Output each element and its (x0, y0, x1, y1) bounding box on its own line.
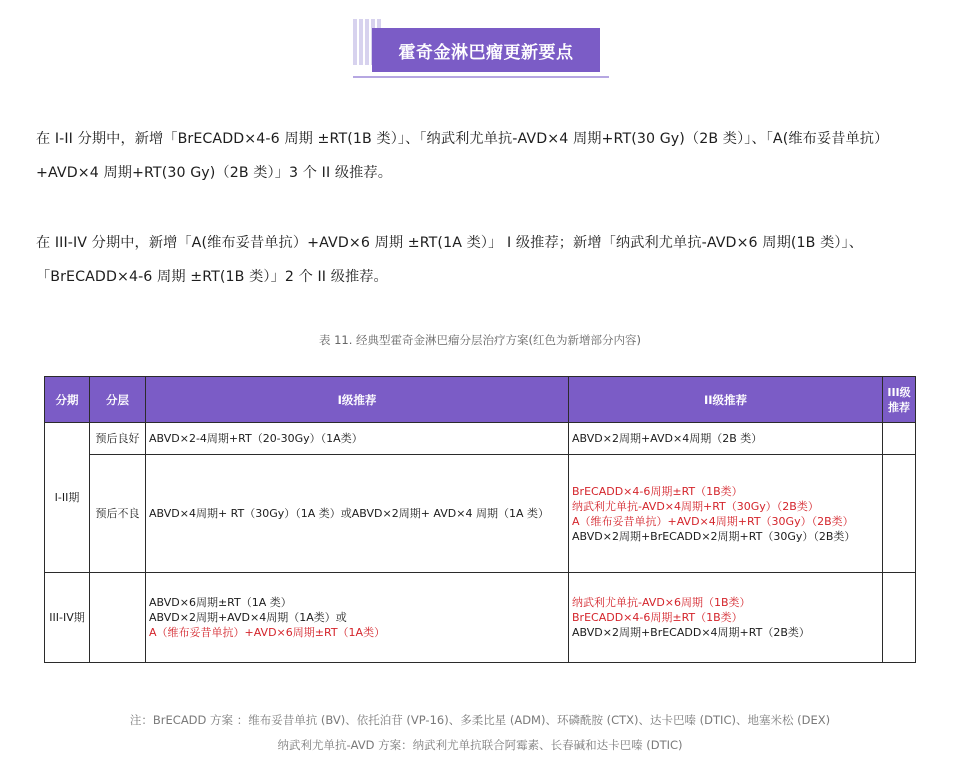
section-header (353, 19, 609, 79)
level-1-cell (146, 455, 569, 573)
treatment-line-new: BrECADD×4-6周期±RT（1B类） (572, 611, 743, 624)
layer-cell: 预后不良 (90, 455, 146, 573)
treatment-line: ABVD×2周期+BrECADD×4周期+RT（2B类） (572, 626, 810, 639)
treatment-line: ABVD×2-4周期+RT（20-30Gy）（1A类） (149, 432, 363, 445)
layer-cell (90, 573, 146, 663)
treatment-line-new: 纳武利尤单抗-AVD×6周期（1B类） (572, 596, 751, 609)
header-layer: 分层 (90, 377, 146, 423)
page-title: 霍奇金淋巴瘤更新要点 (372, 28, 600, 72)
level-1-cell (146, 573, 569, 663)
table-row (45, 455, 916, 573)
paragraph-stage-3-4: 在 III-IV 分期中，新增「A(维布妥昔单抗）+AVD×6 周期 ±RT(1A 类）」 I 级推荐；新增「纳武利尤单抗-AVD×6 周期(1B 类）」、「BrECADD×4-6 周期 ±RT(1B 类）」2 个 II 级推荐。 (36, 235, 864, 285)
header-stage: 分期 (45, 377, 90, 423)
header-level-1: I级推荐 (146, 377, 569, 423)
treatment-line-new: 纳武利尤单抗-AVD×4周期+RT（30Gy）（2B类） (572, 499, 819, 513)
level-3-cell (883, 573, 916, 663)
layer-cell: 预后良好 (90, 423, 146, 455)
level-1-cell (146, 423, 569, 455)
stage-cell: I-II期 (45, 423, 90, 573)
treatment-line: ABVD×2周期+AVD×4周期（2B 类） (572, 432, 763, 445)
level-2-cell (569, 455, 883, 573)
footnote-nivolumab-avd: 纳武利尤单抗-AVD 方案：纳武利尤单抗联合阿霉素、长春碱和达卡巴嗪 (DTIC) (277, 738, 683, 752)
treatment-line-new: BrECADD×4-6周期±RT（1B类） (572, 484, 743, 498)
treatment-line: ABVD×4周期+ RT（30Gy）（1A 类）或ABVD×2周期+ AVD×4 周期（1A 类） (149, 507, 549, 520)
level-2-cell (569, 573, 883, 663)
paragraph-stage-1-2: 在 I-II 分期中，新增「BrECADD×4-6 周期 ±RT(1B 类）」、「纳武利尤单抗-AVD×4 周期+RT(30 Gy)（2B 类）」、「A(维布妥昔单抗）+AVD×4 周期+RT(30 Gy)（2B 类）」3 个 II 级推荐。 (36, 131, 889, 181)
stage-cell: III-IV期 (45, 573, 90, 663)
table-header-row (45, 377, 916, 423)
level-3-cell (883, 423, 916, 455)
level-2-cell (569, 423, 883, 455)
treatment-line: ABVD×6周期±RT（1A 类） (149, 596, 292, 609)
footnote-brecadd: 注：BrECADD 方案 ：维布妥昔单抗 (BV)、依托泊苷 (VP-16)、多柔比星 (ADM)、环磷酰胺 (CTX)、达卡巴嗪 (DTIC)、地塞米松 (DEX) (129, 713, 831, 727)
treatment-line-new: A（维布妥昔单抗）+AVD×6周期±RT（1A类） (149, 626, 386, 639)
title-underline (353, 76, 609, 78)
treatment-table (44, 376, 916, 663)
treatment-line: ABVD×2周期+BrECADD×2周期+RT（30Gy）（2B类） (572, 529, 856, 543)
treatment-line: ABVD×2周期+AVD×4周期（1A类）或 (149, 611, 347, 624)
treatment-line-new: A（维布妥昔单抗）+AVD×4周期+RT（30Gy）（2B类） (572, 514, 854, 528)
header-level-2: II级推荐 (569, 377, 883, 423)
table-caption: 表 11. 经典型霍奇金淋巴瘤分层治疗方案(红色为新增部分内容) (318, 333, 642, 347)
table-row (45, 423, 916, 455)
header-level-3: III级推荐 (883, 377, 916, 423)
level-3-cell (883, 455, 916, 573)
table-row (45, 573, 916, 663)
